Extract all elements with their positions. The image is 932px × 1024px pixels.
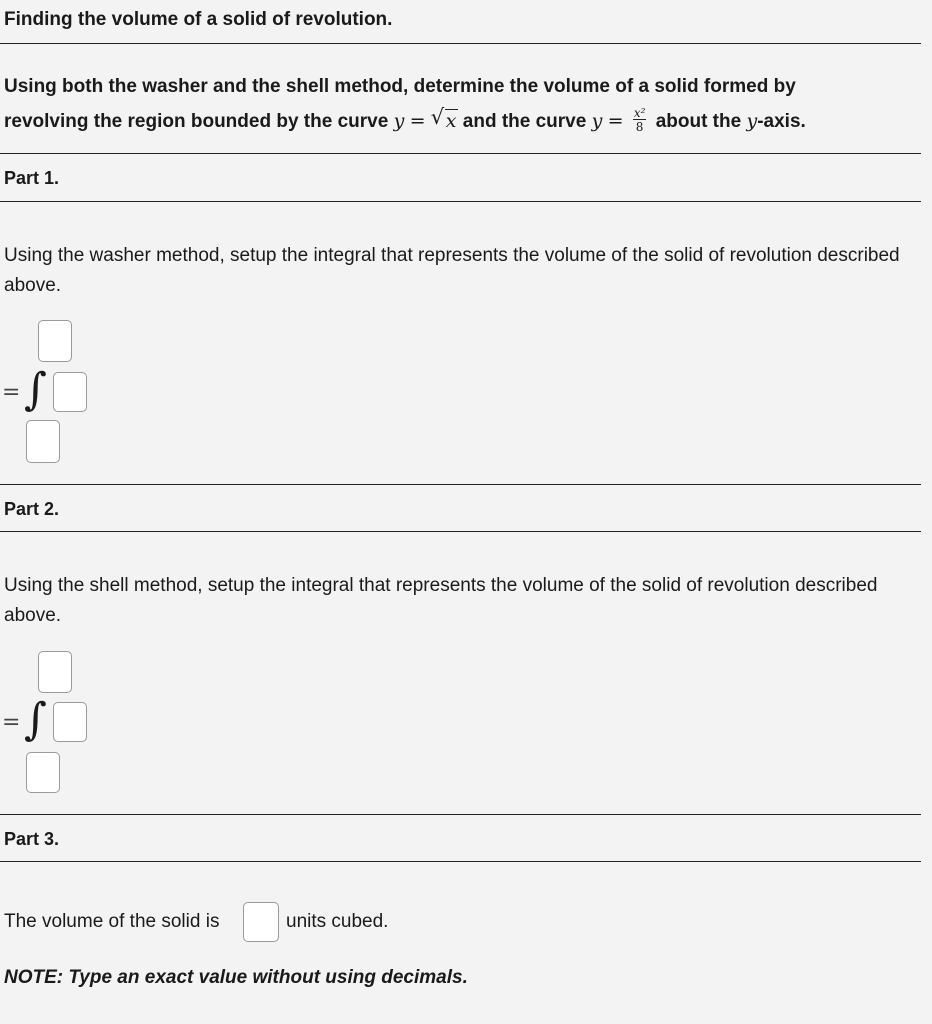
curve2-equals: =	[607, 110, 624, 132]
divider	[0, 43, 921, 44]
equals-sign: =	[2, 710, 21, 735]
axis-variable: y	[746, 110, 758, 132]
volume-answer-input[interactable]	[243, 902, 279, 942]
divider	[0, 814, 921, 815]
page-title: Finding the volume of a solid of revolution.	[4, 9, 393, 30]
integral-icon: ∫	[24, 694, 47, 745]
shell-integrand-input[interactable]	[53, 702, 87, 742]
fraction-numerator: x²	[633, 105, 646, 120]
radicand: x	[445, 110, 457, 132]
part1-instruction: Using the washer method, setup the integral that represents the volume of the solid of revolution described above.	[4, 245, 900, 296]
washer-integrand-input[interactable]	[53, 372, 87, 412]
part3-label: Part 3.	[4, 829, 60, 849]
curve1-equals: =	[409, 110, 426, 132]
integral-icon: ∫	[24, 364, 47, 415]
axis-suffix: -axis.	[757, 111, 806, 132]
divider	[0, 861, 921, 862]
problem-text: revolving the region bounded by the curve	[4, 111, 389, 132]
fraction-denominator: 8	[635, 119, 644, 134]
equals-sign: =	[2, 380, 21, 405]
note-text: NOTE: Type an exact value without using decimals.	[4, 967, 468, 988]
problem-line-2	[4, 104, 919, 139]
fraction	[633, 107, 647, 133]
part1-label: Part 1.	[4, 168, 60, 188]
washer-upper-limit-input[interactable]	[38, 320, 72, 362]
shell-upper-limit-input[interactable]	[38, 651, 72, 693]
divider	[0, 531, 921, 532]
washer-lower-limit-input[interactable]	[26, 420, 60, 463]
part2-label: Part 2.	[4, 499, 60, 519]
curve1-lhs: y	[393, 110, 405, 132]
and-the-curve: and the curve	[462, 111, 587, 132]
divider	[0, 153, 921, 154]
shell-lower-limit-input[interactable]	[26, 752, 60, 793]
volume-answer-suffix: units cubed.	[286, 911, 389, 932]
divider	[0, 201, 921, 202]
about-the: about the	[655, 111, 742, 132]
divider	[0, 484, 921, 485]
volume-answer-prefix: The volume of the solid is	[4, 911, 220, 932]
sqrt-expression	[431, 104, 458, 139]
problem-statement	[4, 69, 919, 139]
part2-instruction: Using the shell method, setup the integral that represents the volume of the solid of revolution described above.	[4, 575, 878, 626]
curve2-lhs: y	[591, 110, 603, 132]
problem-line-1: Using both the washer and the shell method, determine the volume of a solid formed by	[4, 76, 796, 97]
radical-icon: √	[430, 105, 445, 129]
